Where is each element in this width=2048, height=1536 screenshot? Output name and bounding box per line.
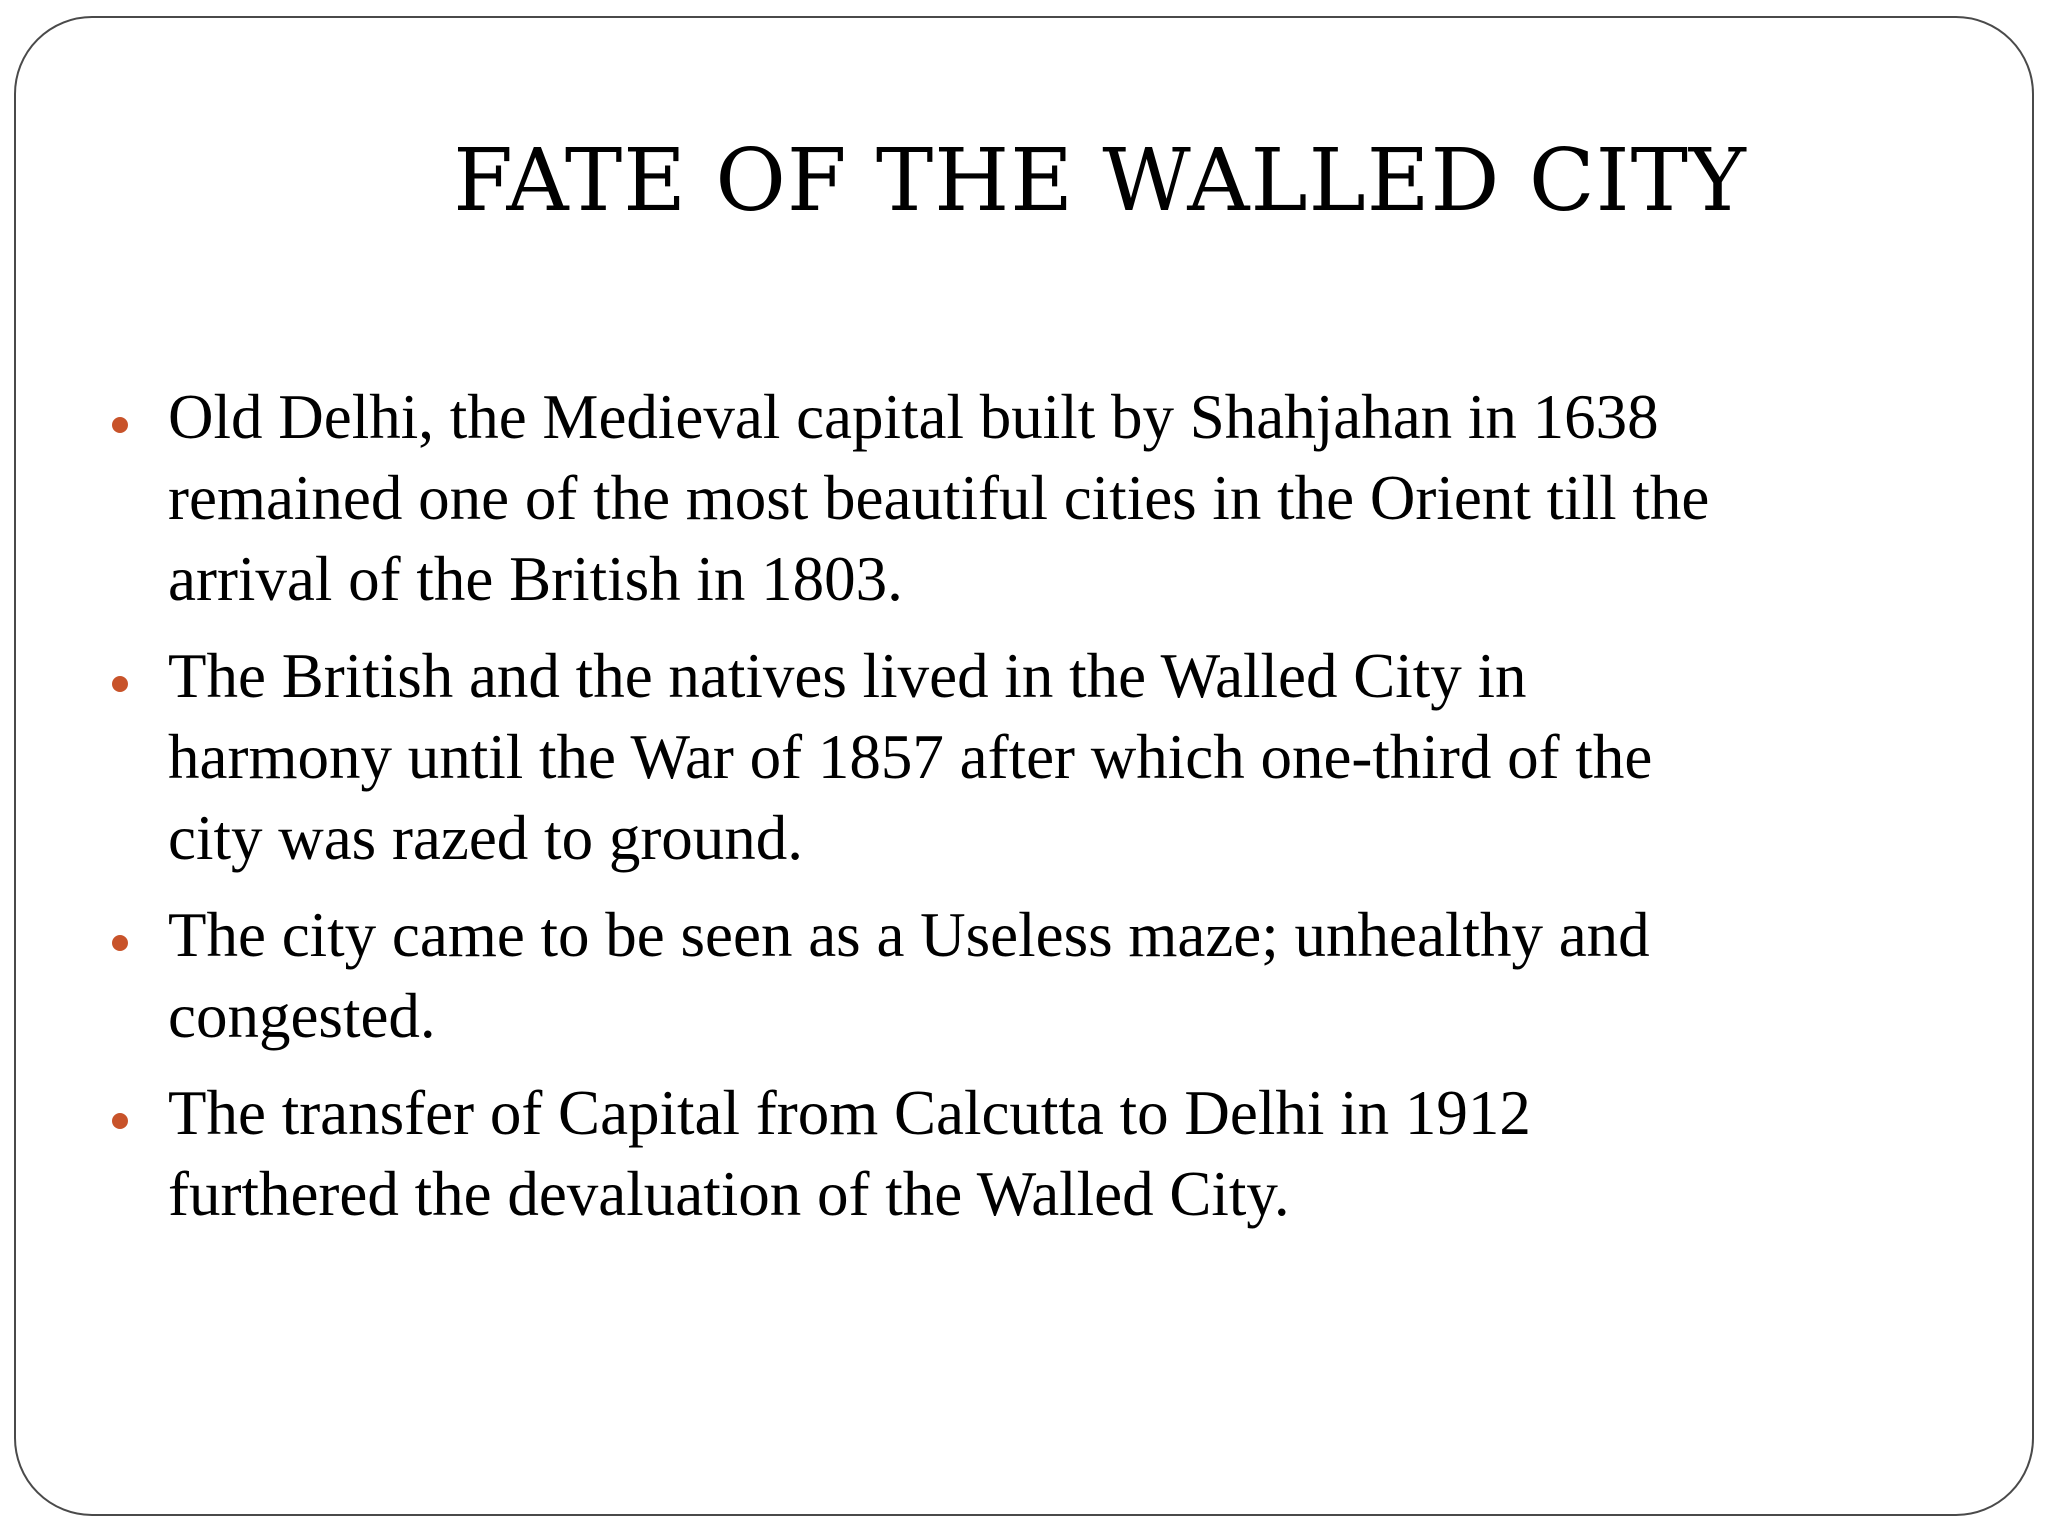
bullet-list [100,377,1960,1251]
slide-title: FATE OF THE WALLED CITY [453,131,1747,231]
bullet-line: The transfer of Capital from Calcutta to Delhi in 1912 [168,1078,1531,1148]
bullet-line: remained one of the most beautiful cities in the Orient till the [168,463,1710,533]
bullet-line: city was razed to ground. [168,803,804,873]
bullet-item [100,377,1960,620]
bullet-item [100,1073,1960,1235]
bullet-line: congested. [168,981,436,1051]
bullet-line: arrival of the British in 1803. [168,544,903,614]
bullet-line: furthered the devaluation of the Walled City. [168,1159,1290,1229]
bullet-dot-icon [112,417,128,433]
bullet-dot-icon [112,1113,128,1129]
bullet-dot-icon [112,935,128,951]
bullet-item [100,636,1960,879]
bullet-dot-icon [112,676,128,692]
bullet-line: The city came to be seen as a Useless maze; unhealthy and [168,900,1650,970]
bullet-line: Old Delhi, the Medieval capital built by Shahjahan in 1638 [168,382,1659,452]
bullet-line: harmony until the War of 1857 after which one-third of the [168,722,1653,792]
bullet-item [100,895,1960,1057]
bullet-line: The British and the natives lived in the Walled City in [168,641,1527,711]
